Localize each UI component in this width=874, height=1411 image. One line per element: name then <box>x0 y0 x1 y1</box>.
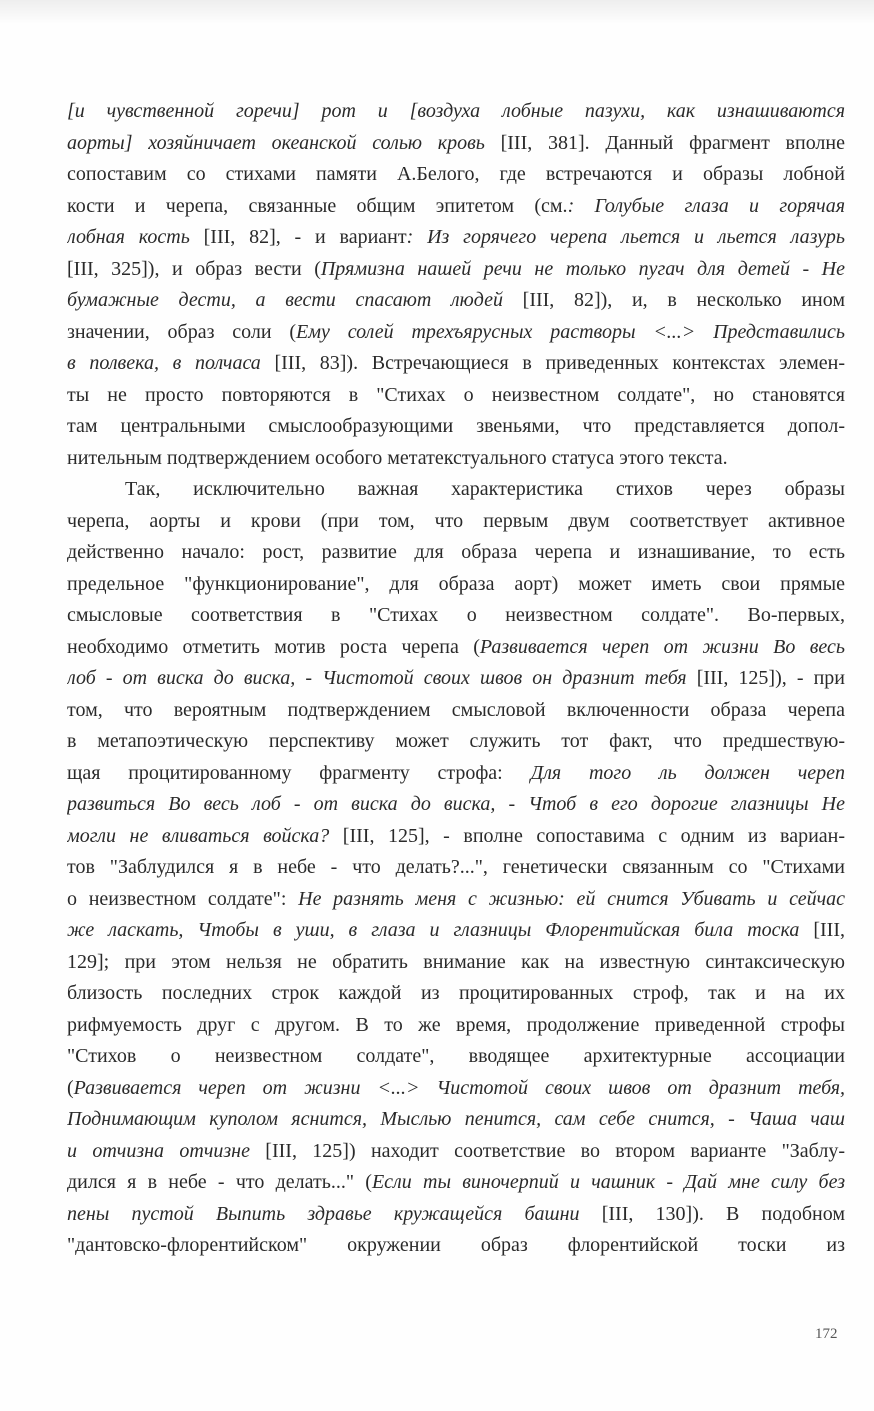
text-line <box>67 663 845 695</box>
italic-quote: Прямизна нашей речи не только пугач для детей - Не <box>320 257 845 280</box>
text-run: рифмуемость друг с другом. В то же время, продолжение приведенной строфы <box>67 1013 845 1036</box>
text-line <box>67 1010 845 1042</box>
text-line <box>67 632 845 664</box>
italic-quote: Поднимающим куполом яснится, Мыслью пенится, сам себе снится, - Чаша чаш <box>67 1108 845 1130</box>
text-line <box>67 978 845 1010</box>
text-run: [III, 82], - и вариант <box>189 226 407 248</box>
text-line <box>67 317 845 349</box>
text-run: значении, образ соли ( <box>67 320 297 343</box>
text-line <box>67 348 845 380</box>
italic-quote: Если ты виночерпий и чашник - Дай мне силу без <box>371 1171 845 1193</box>
text-line <box>67 569 845 601</box>
text-line <box>67 947 845 979</box>
italic-quote: пены пустой Выпить здравье кружащейся башни <box>67 1202 580 1225</box>
text-line <box>67 758 845 790</box>
text-run: о неизвестном солдате": <box>67 887 299 910</box>
text-run: предельное "функционирование", для образа аорт) может иметь свои прямые <box>67 572 845 595</box>
italic-quote: [и чувственной горечи] рот и [воздуха лобные пазухи, как изнашиваются <box>67 100 845 122</box>
text-run: черепа, аорты и крови (при том, что первым двум соответствует активное <box>67 509 845 532</box>
text-run: кости и черепа, связанные общим эпитетом (см. <box>67 194 568 217</box>
italic-quote: лобная кость <box>67 226 190 248</box>
page-number: 172 <box>815 1326 838 1342</box>
italic-quote: же ласкать, Чтобы в уши, в глаза и глазницы Флорентийская била тоска <box>67 919 800 941</box>
text-line <box>67 285 845 317</box>
text-line <box>67 506 845 538</box>
text-run: дился я в небе - что делать..." ( <box>67 1171 372 1193</box>
paragraph <box>67 96 845 474</box>
text-line <box>67 1041 845 1073</box>
text-line <box>67 789 845 821</box>
body-text <box>67 96 845 1262</box>
text-run: в метапоэтическую перспективу может служить тот факт, что предшествую- <box>67 730 845 752</box>
text-line <box>67 159 845 191</box>
italic-quote: и отчизна отчизне <box>67 1139 250 1162</box>
italic-quote: Развивается череп от жизни <...> Чистотой своих швов от дразнит тебя, <box>73 1076 845 1099</box>
text-line <box>67 128 845 160</box>
text-run: том, что вероятным подтверждением смысловой включенности образа черепа <box>67 698 845 721</box>
italic-quote: в полвека, в полчаса <box>67 352 261 374</box>
text-run: "Стихов о неизвестном солдате", вводящее архитектурные ассоциации <box>67 1045 845 1067</box>
text-run: 129]; при этом нельзя не обратить внимание как на известную синтаксическую <box>67 950 845 973</box>
text-run: смысловые соответствия в "Стихах о неизвестном солдате". Во-первых, <box>67 604 845 626</box>
italic-quote: аорты] хозяйничает океанской солью кровь <box>67 131 485 154</box>
text-line <box>67 852 845 884</box>
italic-quote: : Голубые глаза и горячая <box>567 194 845 217</box>
text-run: ты не просто повторяются в "Стихах о неизвестном солдате", но становятся <box>67 383 845 406</box>
italic-quote: развиться Во весь лоб - от виска до виска, - Чтоб в его дорогие глазницы Не <box>67 793 845 815</box>
italic-quote: Не разнять меня с жизнью: ей снится Убивать и сейчас <box>298 887 845 910</box>
text-run: [III, 125]), - при <box>686 667 845 689</box>
text-line <box>67 96 845 128</box>
text-run: сопоставим со стихами памяти А.Белого, где встречаются и образы лобной <box>67 163 845 185</box>
text-line <box>67 915 845 947</box>
scan-edge-shadow <box>0 0 874 24</box>
text-run: там центральными смыслообразующими звеньями, что представляется допол- <box>67 415 845 437</box>
italic-quote: Развивается череп от жизни Во весь <box>479 635 845 658</box>
text-line <box>67 1104 845 1136</box>
text-run: [III, 83]). Встречающиеся в приведенных контекстах элемен- <box>260 352 845 374</box>
text-line <box>67 821 845 853</box>
text-run: тов "Заблудился я в небе - что делать?...", генетически связанным со "Стихами <box>67 856 845 878</box>
text-line <box>67 474 845 506</box>
text-run: [III, 125], - вполне сопоставима с одним из вариан- <box>329 824 845 847</box>
text-run: близость последних строк каждой из процитированных строф, так и на их <box>67 982 845 1004</box>
text-line <box>67 884 845 916</box>
text-line <box>67 695 845 727</box>
text-run: [III, 82]), и, в несколько ином <box>503 289 845 311</box>
text-line <box>67 191 845 223</box>
text-line <box>67 411 845 443</box>
text-run: [III, 130]). В подобном <box>579 1202 845 1225</box>
text-run: действенно начало: рост, развитие для образа черепа и изнашивание, то есть <box>67 541 845 563</box>
text-line <box>67 380 845 412</box>
text-run: [III, 381]. Данный фрагмент вполне <box>484 131 845 154</box>
text-run: [III, <box>799 919 845 941</box>
italic-quote: : Из горячего черепа льется и льется лазурь <box>406 226 845 248</box>
text-line <box>67 1073 845 1105</box>
italic-quote: бумажные дести, а вести спасают людей <box>67 289 503 311</box>
text-run: ( <box>67 1076 74 1099</box>
text-line <box>67 1167 845 1199</box>
text-line <box>67 537 845 569</box>
italic-quote: Для того ль должен череп <box>530 761 845 784</box>
text-line <box>67 726 845 758</box>
text-run: необходимо отметить мотив роста черепа ( <box>67 635 480 658</box>
text-line <box>67 443 845 475</box>
text-line <box>67 1230 845 1262</box>
text-line <box>67 1199 845 1231</box>
text-run: [III, 125]) находит соответствие во втором варианте "Заблу- <box>249 1139 845 1162</box>
text-line <box>67 1136 845 1168</box>
italic-quote: Ему солей трехъярусных растворы <...> Представились <box>296 320 845 343</box>
text-line <box>67 254 845 286</box>
text-run: Так, исключительно важная характеристика стихов через образы <box>125 478 845 500</box>
italic-quote: лоб - от виска до виска, - Чистотой своих швов он дразнит тебя <box>67 667 687 689</box>
text-run: [III, 325]), и образ вести ( <box>67 257 321 280</box>
paragraph <box>67 474 845 1262</box>
italic-quote: могли не вливаться войска? <box>67 824 330 847</box>
text-line <box>67 600 845 632</box>
text-run: "дантовско-флорентийском" окружении образ флорентийской тоски из <box>67 1234 845 1256</box>
text-line <box>67 222 845 254</box>
text-run: нительным подтверждением особого метатекстуального статуса этого текста. <box>67 446 728 469</box>
text-run: щая процитированному фрагменту строфа: <box>67 761 531 784</box>
